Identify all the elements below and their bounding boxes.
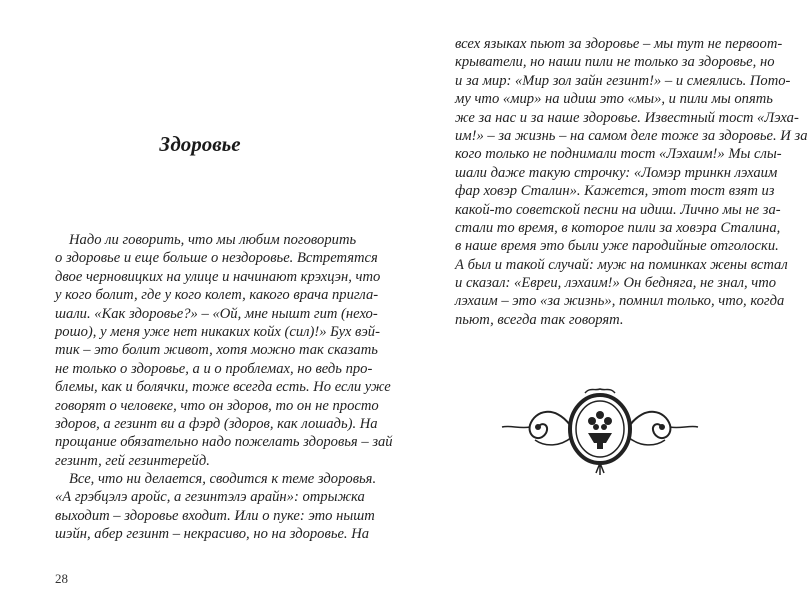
body-text xyxy=(455,35,808,329)
text-line: здоров, а гезинт ви а фэрд (здоров, как лошадь). На xyxy=(55,415,378,432)
text-line: стали то время, в которое пили за ховэра Сталина, xyxy=(455,219,781,236)
text-line: о здоровье и еще больше о нездоровье. Встретятся xyxy=(55,250,378,267)
text-line: крыватели, но наши пили не только за здоровье, но xyxy=(455,54,775,71)
right-page xyxy=(400,0,808,600)
text-line: тик – это болит живот, хотя можно так сказать xyxy=(55,342,378,359)
text-line: в наше время это были уже пародийные отголоски. xyxy=(455,238,779,255)
text-line: му что «мир» на идиш это «мы», и пили мы опять xyxy=(455,91,773,108)
text-line: фар ховэр Сталин». Кажется, этот тост взят из xyxy=(455,183,775,200)
text-line: двое черновицких на улице и начинают крэхцэн, что xyxy=(55,268,381,285)
text-line: шали даже такую строчку: «Ломэр тринкн лэхаим xyxy=(455,164,778,181)
text-line: кого только не поднимали тост «Лэхаим!» Мы слы- xyxy=(455,146,782,163)
page-number: 28 xyxy=(55,571,68,586)
text-line: говорят о человеке, что он здоров, то он не просто xyxy=(55,397,379,414)
text-line: лэхаим – это «за жизнь», помнил только, что, когда xyxy=(455,293,785,310)
text-line: и сказал: «Евреи, лэхаим!» Он бедняга, не знал, что xyxy=(455,275,777,292)
floral-ornament-icon xyxy=(500,385,700,475)
text-line: гезинт, гей гезинтерейд. xyxy=(55,452,210,469)
chapter-title: Здоровье xyxy=(159,132,241,156)
body-text xyxy=(55,231,393,544)
text-line: рошо), у меня уже нет никаких койх (сил)!» Бух вэй- xyxy=(55,323,380,340)
text-line: А был и такой случай: муж на поминках жены встал xyxy=(455,256,788,273)
text-line: Все, что ни делается, сводится к теме здоровья. xyxy=(69,471,377,488)
text-line: Надо ли говорить, что мы любим поговорить xyxy=(69,232,357,248)
text-line: и за мир: «Мир зол зайн гезинт!» – и смеялись. Пото- xyxy=(455,72,791,89)
text-line: пьют, всегда так говорят. xyxy=(455,311,624,328)
text-line: блемы, как и болячки, тоже всегда есть. Но если уже xyxy=(55,379,391,396)
text-line: какой-то советской песни на идиш. Лично мы не за- xyxy=(455,201,781,218)
text-line: всех языках пьют за здоровье – мы тут не первоот- xyxy=(455,36,783,52)
text-line: прощание обязательно надо пожелать здоровья – зай xyxy=(55,434,393,451)
left-page xyxy=(0,0,400,600)
text-line: шэйн, абер гезинт – некрасиво, но на здоровье. На xyxy=(55,526,370,543)
text-line: им!» – за жизнь – на самом деле тоже за здоровье. И за xyxy=(455,127,808,144)
text-line: шали. «Как здоровье?» – «Ой, мне нышт гит (нехо- xyxy=(55,305,378,322)
text-line: у кого болит, где у кого колет, какого врача пригла- xyxy=(55,287,379,304)
text-line: «А грэбцэлэ аройс, а гезинтэлэ арайн»: отрыжка xyxy=(55,489,365,506)
text-line: же за нас и за наше здоровье. Известный тост «Лэха- xyxy=(455,109,799,126)
text-line: не только о здоровье, а и о проблемах, но ведь про- xyxy=(55,360,373,377)
text-line: выходит – здоровье входит. Или о пуке: это нышт xyxy=(55,507,375,524)
